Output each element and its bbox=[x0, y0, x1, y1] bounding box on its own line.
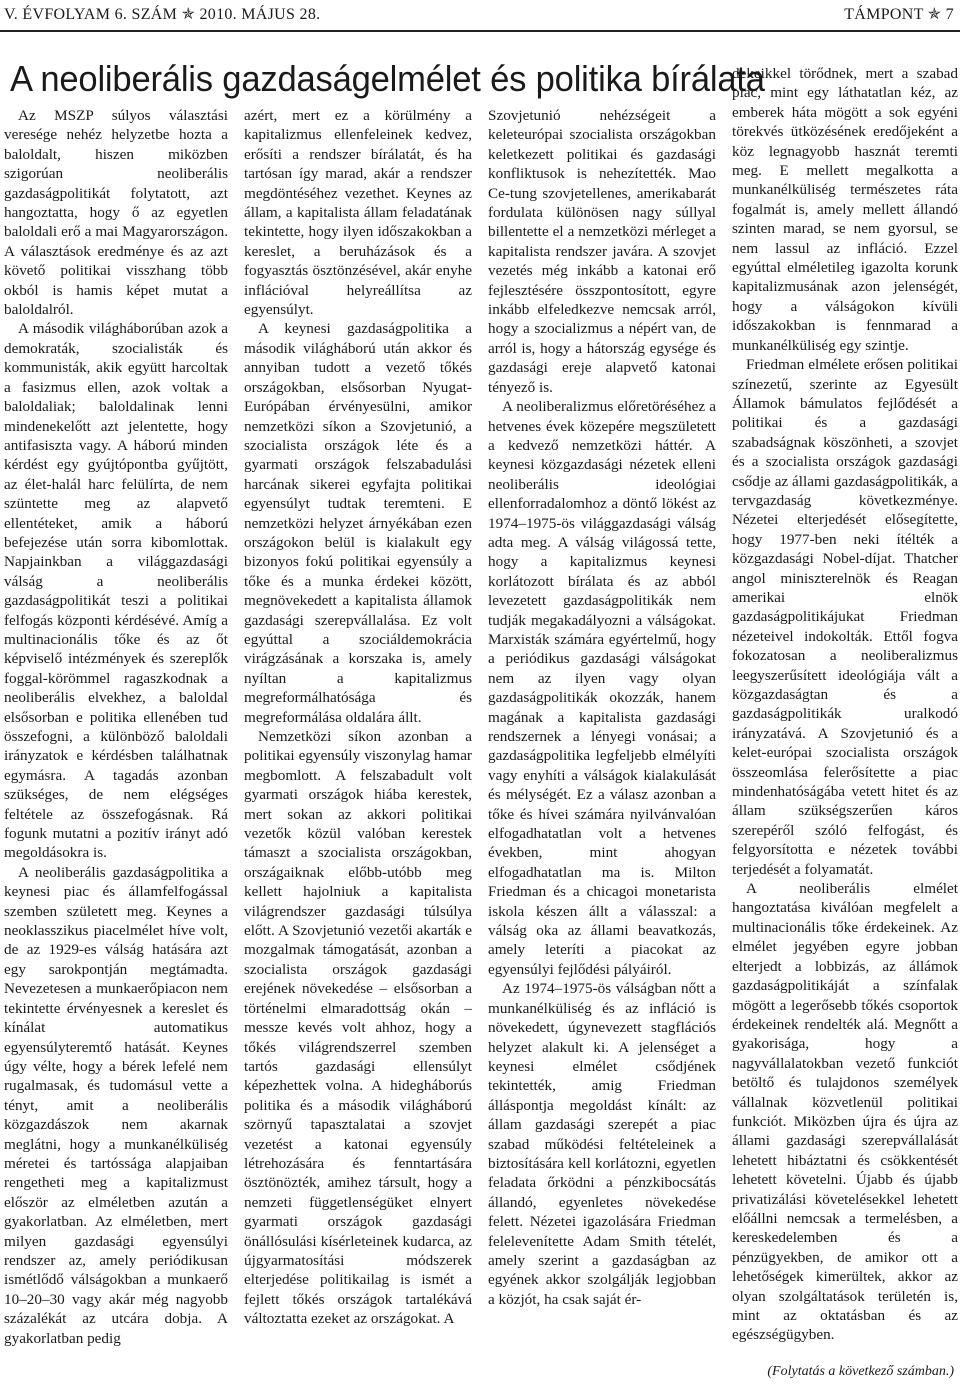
paragraph: Friedman elmélete erősen politikai színezetű, szerinte az Egyesült Államok bámulatos fejlődését a politikai és a gazdasági szabadságnak köszönheti, a szovjet és a szocialista országok gazdasági csődje az állami gazdaságpolitikák, a tervgazdaság következménye. Nézetei elterjedését elősegítette, hogy 1977-ben neki ítélték a közgazdasági Nobel-díjat. Thatcher angol miniszterelnök és Reagan amerikai elnök gazdaságpolitikájukat Friedman nézeteivel indokolták. Ettől fogva fokozatosan a neoliberalizmus leegyszerűsített ideológiája vált a közgazdaságtan és a gazdaságpolitikák uralkodó irányzatává. A Szovjetunió és a kelet-európai szocialista országok összeomlása felerősítette a piac mindenhatóságába vetett hitet és az állam szükségszerűen káros szerepéről szóló felfogást, és felgyorsította e nézetek további terjedését a folyamatát. bbox=[732, 356, 958, 878]
paragraph: Nemzetközi síkon azonban a politikai egyensúly viszonylag hamar megbomlott. A felszabadult volt gyarmati országok hiába kerestek, mert sokan az akkori politikai vezetők közül valóban kerestek támaszt a szocialista országokban, országaiknak előbb-utóbb meg kellett hajolniuk a kapitalista világrendszer gazdasági túlsúlya előtt. A Szovjetunió vezetői akarták e mozgalmak támogatását, azonban a szocialista országok gazdasági erejének növekedése – elsősorban a történelmi elmaradottság okán – messze kevés volt ahhoz, hogy a tőkés világrendszerrel szemben tartós gazdasági ellensúlyt képezhettek volna. A hidegháborús politika és a második világháború szörnyű tapasztalatai a szovjet vezetést a katonai egyensúly létrehozására és fenntartására ösztönözték, amihez társult, hogy a nemzeti függetlenségüket elnyert gyarmati országok gazdasági önállósulási kísérleteinek kudarca, az újgyarmatosítási módszerek elterjedése politikailag is ismét a fejlett tőkés országok tartalékává változtatta ezeket az országokat. A bbox=[244, 728, 472, 1328]
article-column-2 bbox=[244, 106, 472, 1384]
paragraph: A neoliberális elmélet hangoztatása kiválóan megfelelt a multinacionális tőke érdekeinek. Az elmélet jegyében egyre jobban elterjedt a lobbizás, az állámok gazdaságpolitikáját a színfalak mögött a legerősebb tőkés csoportok érdekeinek rendelték alá. Megnőtt a gyakorisága, hogy a nagyvállalatokban vezető funkciót betöltő és tulajdonos személyek vállalnak közvetlenül politikai funkciót. Miközben újra és újra az állami gazdasági szerepvállalását lehetett hibáztatni és csökkentését lehetett követelni. Újabb és újabb privatizálási követelésekkel lehetett előállni nemcsak a termelésben, a kereskedelemben és a pénzügyekben, de amikor ott a lehetőségek kimerültek, akkor az olyan szolgáltatások területén is, mint az oktatásban és az egészségügyben. bbox=[732, 880, 958, 1344]
article-column-4 bbox=[732, 64, 958, 1364]
article-column-3 bbox=[488, 106, 716, 1384]
paragraph: Szovjetunió nehézségeit a keleteurópai szocialista országokban keletkezett politikai és gazdasági konfliktusok is nehezítették. Mao Ce-tung szovjetellenes, amerikabarát fordulata különösen nagy súllyal billentette el a nemzetközi mérleget a kapitalista rendszer javára. A szovjet vezetés még inkább a katonai erő fejlesztésére összpontosított, egyre inkább elfeledkezve nemcsak arról, hogy a szocializmus a népért van, de arról is, hogy a hátország egysége és gazdasági ereje alapvető katonai tényező is. bbox=[488, 107, 716, 396]
header-rule bbox=[0, 30, 960, 32]
paragraph: azért, mert ez a körülmény a kapitalizmus ellenfeleinek kedvez, erősíti a rendszer bírálatát, és ha tartósan így marad, akár a rendszer megdöntéséhez vezethet. Keynes az állam, a kapitalista állam feladatának tekintette, hogy ilyen időszakokban a kereslet, a beruházások és a fogyasztás ösztönzésével, akár enyhe inflációval helyreállítsa az egyensúlyt. bbox=[244, 107, 472, 319]
continuation-note: (Folytatás a következő számban.) bbox=[767, 1364, 954, 1379]
paragraph: A neoliberális gazdaságpolitika a keynesi piac és államfelfogással szemben született meg. Keynes a neoklasszikus piacelmélet híve volt, de az 1929-es válság hatására azt egy sarokpontján megtámadta. Nevezetesen a munkaerőpiacon nem tekintette érvényesnek a kereslet és kínálat automatikus egyensúlyteremtő hatását. Keynes úgy vélte, hogy a bérek lefelé nem rugalmasak, és tudomásul vette a tényt, amit a neoliberális közgazdászok nem akarnak meglátni, hogy a munkanélküliség méretei és tartóssága alapjaiban rengetheti meg a kapitalizmust először az elméletben azután a gyakorlatban. Az elméletben, mert milyen gazdasági egyensúlyi rendszer az, amely periódikusan ismétlődő válságokban a munkaerő 10–20–30 vagy akár még nagyobb százalékát az utcára dobja. A gyakorlatban pedig bbox=[4, 863, 228, 1347]
article-title: A neoliberális gazdaságelmélet és politika bírálata bbox=[10, 58, 765, 99]
paragraph: Az 1974–1975-ös válságban nőtt a munkanélküliség és az infláció is növekedett, úgynevezett stagflációs helyzet alakult ki. A jelenséget a keynesi elmélet csődjének tekintették, amig Friedman álláspontja megoldást kínált: az állam gazdasági szerepét a piac szabad működési feltételeinek a biztosítására kell korlátozni, egyetlen feladata őrködni a pénzkibocsátás állandó, egyenletes növekedése felett. Nézetei igazolására Friedman felelevenítette Adam Smith tételét, amely szerint a gazdaságban az egyének akkor szolgálják legjobban a közjót, ha csak saját ér- bbox=[488, 980, 716, 1308]
paragraph: A keynesi gazdaságpolitika a második világháború után akkor és annyiban tudott a vezető tőkés országokban, elsősorban Nyugat-Európában érvényesülni, amikor nemzetközi síkon a Szovjetunió, a szocialista országok léte és a gyarmati országok felszabadulási harcának sikerei egyfajta politikai egyensúlyt tudtak teremteni. E nemzetközi helyzet árnyékában ezen országokon belül is kialakult egy bizonyos fokú politikai egyensúly a tőke és a munka érdekei között, megnövekedett a kapitalista államok gazdasági szerepvállalása. Ez volt egyúttal a szociáldemokrácia virágzásának a korszaka is, amely nyíltan a kapitalizmus megreformálhatósága és megreformálása oldalára állt. bbox=[244, 320, 472, 726]
article-column-1 bbox=[4, 106, 228, 1384]
running-header-right: TÁMPONT ✯ 7 bbox=[844, 6, 954, 23]
paragraph: A második világháborúban azok a demokraták, szocialisták és kommunisták, akik együtt harcoltak a fasizmus ellen, azok voltak a baloldaliak; baloldalinak lenni mindenekelőtt azt jelentette, hogy antifasiszta vagy. A háború minden kérdést egy gyújtópontba gyűjtött, az élet-halál harc felülírta, de nem szüntette meg az alapvető ellentéteket, amik a háború befejezése után sorra kibomlottak. Napjainkban a világgazdasági válság a neoliberális gazdaságpolitikát teszi a politikai felfogás központi kérdésévé. Amíg a multinacionális tőke és az őt képviselő intézmények és szereplők foggal-körömmel ragaszkodnak a neoliberális elvekhez, a baloldal elsősorban e politika ellenében tud összefogni, a különböző baloldali irányzatok e kérdésben találhatnak egymásra. A tagadás azonban szükséges, de nem elégséges feltétele az összefogásnak. Rá fogunk mutatni a pozitív irányt adó megoldásokra is. bbox=[4, 320, 228, 862]
paragraph: dekeikkel törődnek, mert a szabad piac, mint egy láthatatlan kéz, az emberek háta mögött a sok egyéni törekvés ütközésének eredőjeként a köz legnagyobb hasznát teremti meg. E mellett megalkotta a munkanélküliség természetes ráta fogalmát is, amely mellett állandó szinten marad, se nem gyorsul, se nem lassul az infláció. Ezzel egyúttal elméletileg igazolta korunk kapitalizmusának azon jelenségét, hogy a válságokon kívüli időszakokban is fennmarad a munkanélküliség egy szintje. bbox=[732, 65, 958, 354]
running-header-left: V. ÉVFOLYAM 6. SZÁM ✯ 2010. MÁJUS 28. bbox=[4, 6, 321, 23]
paragraph: A neoliberalizmus előretöréséhez a hetvenes évek közepére megszületett a kedvező nemzetközi háttér. A keynesi közgazdasági nézetek elleni neoliberális ideológiai ellenforradalomhoz a döntő lökést az 1974–1975-ös világgazdasági válság adta meg. A válság világossá tette, hogy a kapitalizmus keynesi korlátozott bírálata és az abból levezetett gazdaságpolitikák nem tudják megakadályozni a válságokat. Marxisták számára egyértelmű, hogy a periódikus gazdasági válságokat nem az ilyen vagy olyan gazdaságpolitikák okozzák, hanem magának a kapitalista gazdasági rendszernek a lényegi vonásai; a gazdaságpolitika legfeljebb elmélyíti vagy enyhíti a válságok kialakulását és mélységét. Ez a válasz azonban a tőke és hívei számára nyilvánvalóan elfogadhatatlan volt a hetvenes években, mint ahogyan elfogadhatatlan ma is. Milton Friedman és a chicagoi monetarista iskola készen állt a válasszal: a válság oka az állami beavatkozás, amely leteríti a piacokat az egyensúlyi fejlődési pályáiról. bbox=[488, 398, 716, 978]
paragraph: Az MSZP súlyos választási veresége nehéz helyzetbe hozta a baloldalt, hiszen miközben szigorúan neoliberális gazdaságpolitikát folytatott, azt hangoztatta, hogy ő az egyetlen baloldali erő a mai Magyarországon. A választások eredménye és az azt követő politikai visszhang több okból is hamis képet mutat a baloldalról. bbox=[4, 107, 228, 319]
